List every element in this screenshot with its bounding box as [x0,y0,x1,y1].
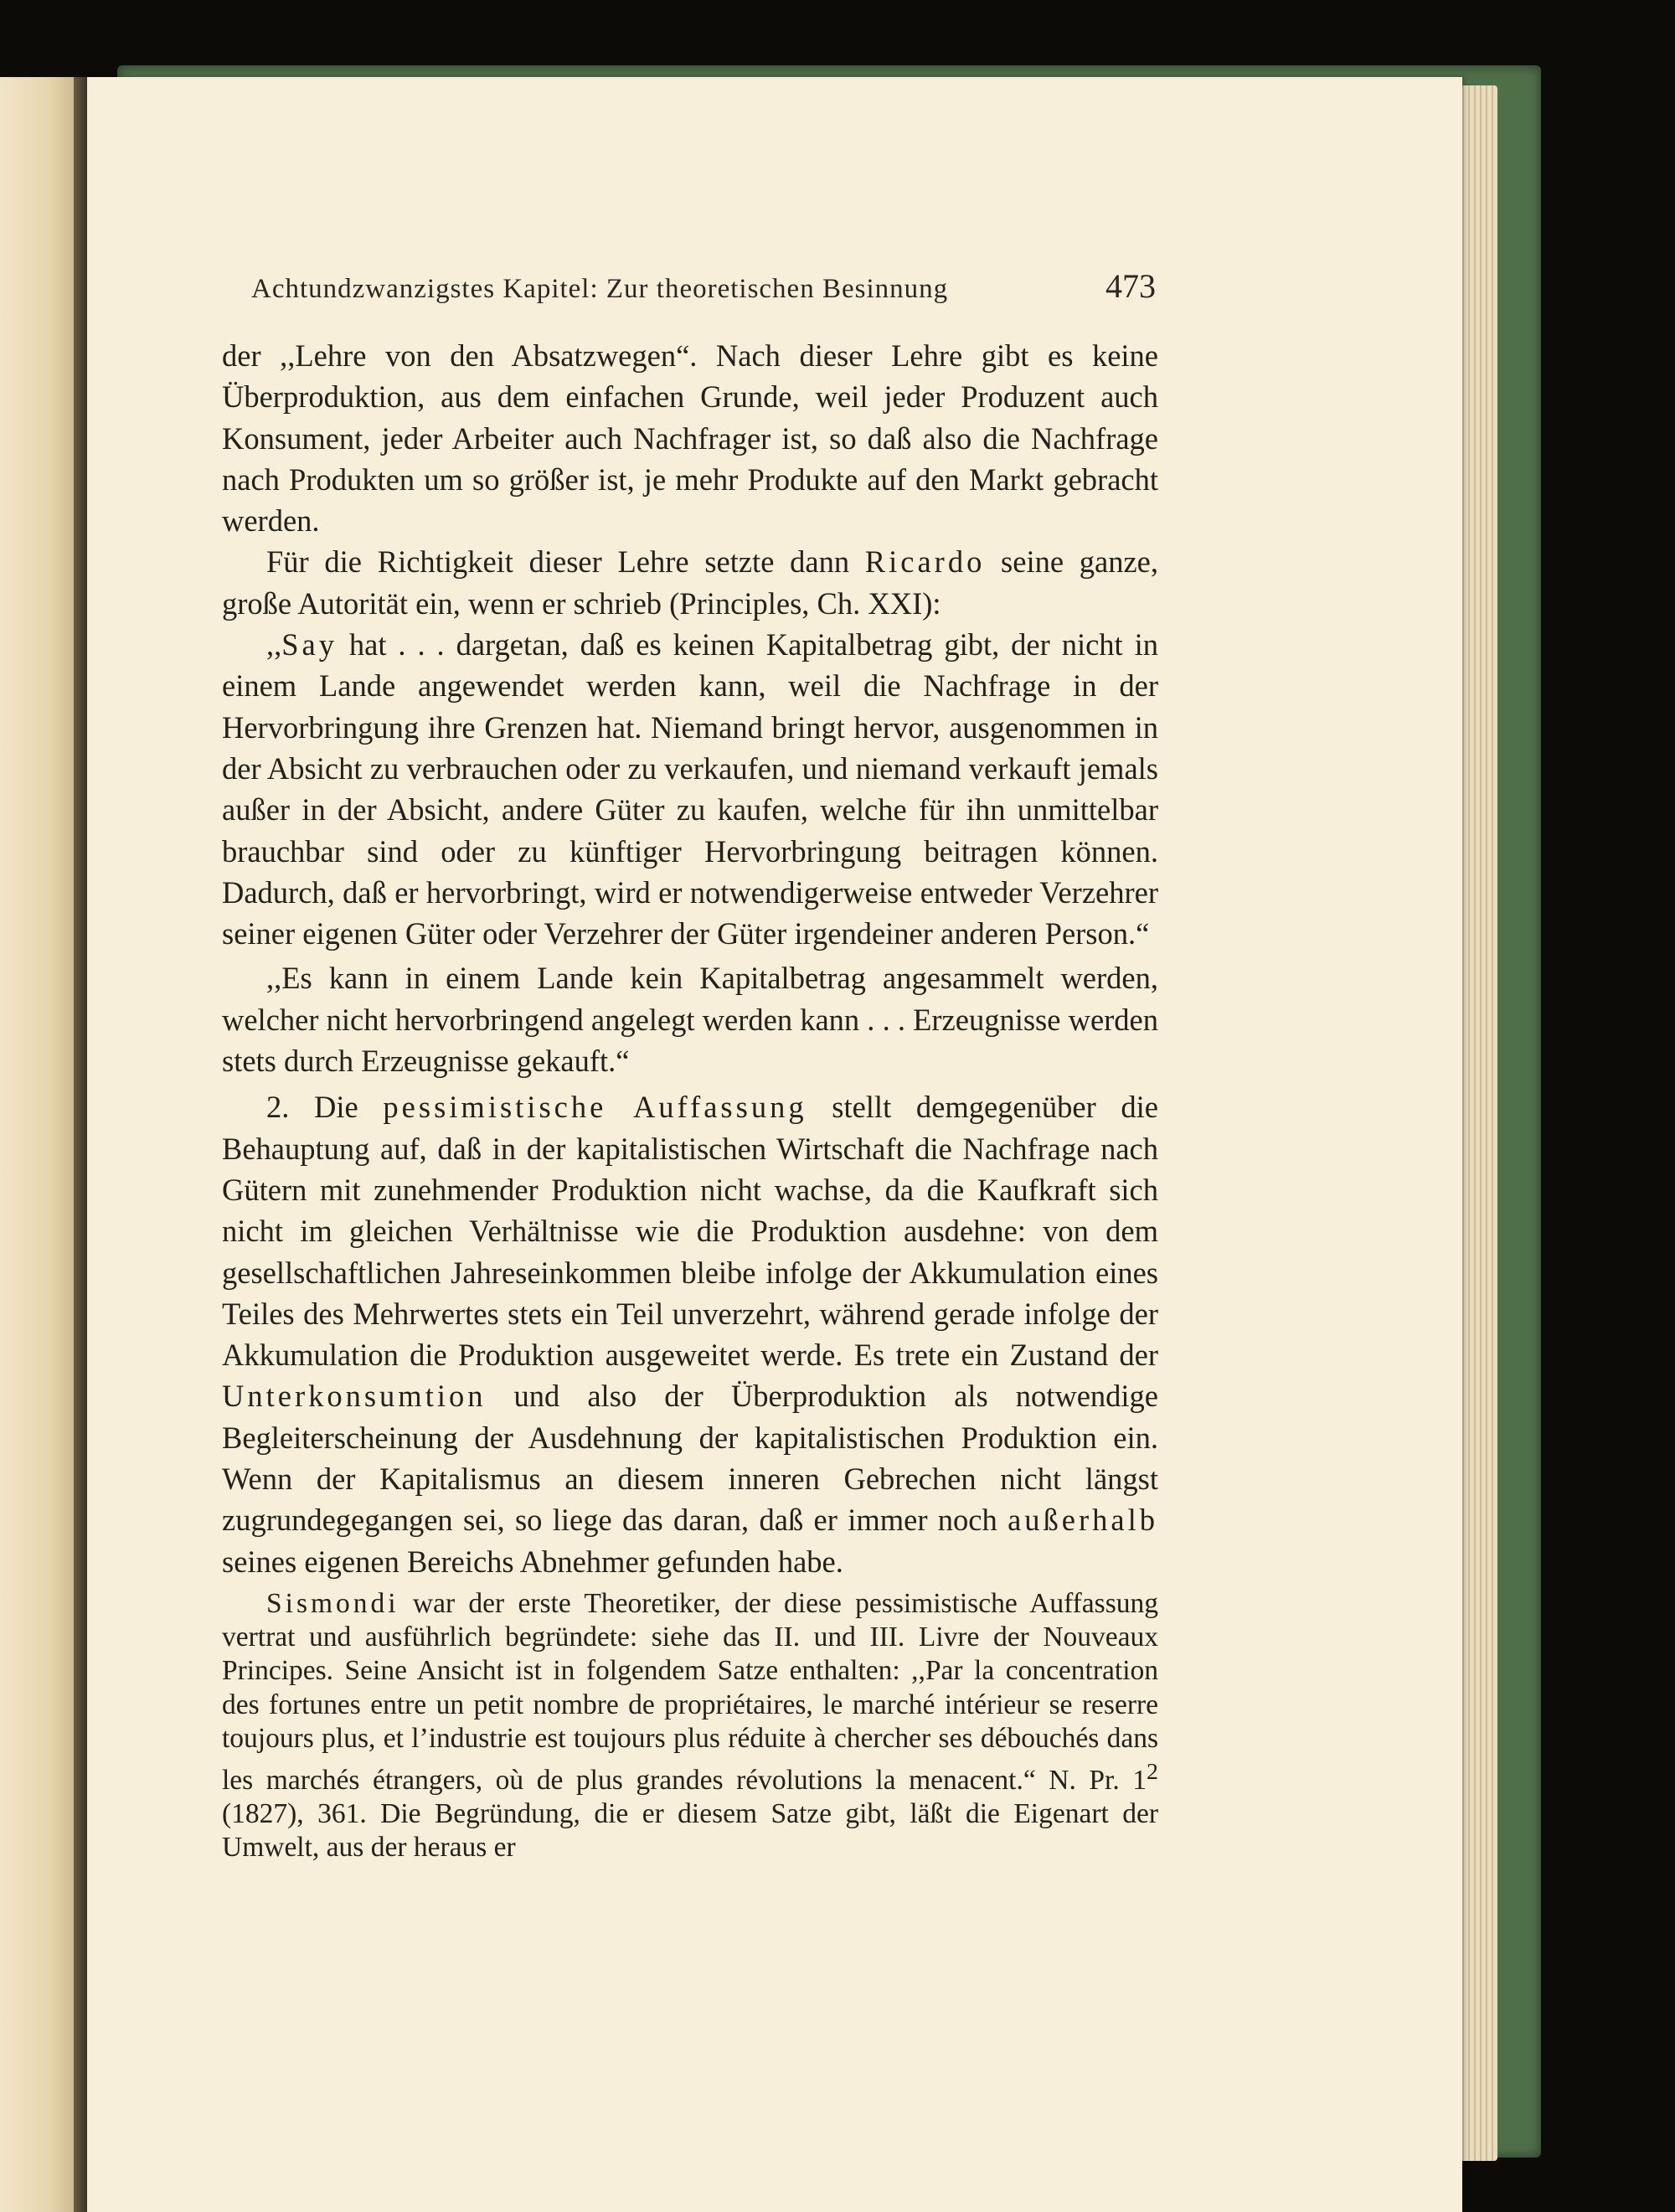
paragraph-3-text: hat . . . dargetan, daß es keinen Kapitalbetrag gibt, der nicht in einem Lande angewendet werden kann, weil die Nachfrage in der Hervorbringung ihre Grenzen hat. Niemand bringt hervor, ausgenommen in der Absicht zu verbrauchen oder zu verkaufen, und niemand verkauft jemals außer in der Absicht, andere Güter zu kaufen, welche für ihn unmittelbar brauchbar sind oder zu künftiger Hervorbringung beitragen können. Dadurch, daß er hervorbringt, wird er notwendigerweise entweder Verzehrer seiner eigenen Güter oder Verzehrer der Güter irgendeiner anderen Person.“ [222,627,1158,951]
chapter-title: Achtundzwanzigstes Kapitel: Zur theoretischen Besinnung [251,274,949,304]
left-facing-page-edge [0,77,80,2212]
name-sismondi: Sismondi [266,1587,399,1619]
term-pessimistische-auffassung: pessimistische Auffassung [383,1090,807,1125]
paragraph-5 [222,1086,1158,1582]
name-say: Say [281,627,338,663]
paragraph-5-text-b: und also der Überproduktion als notwendige Begleiterscheinung der Ausdehnung der kapitalistischen Produktion ein. Wenn der Kapitalismus an diesem inneren Gebrechen nicht längst zugrundegegangen sei, so liege das daran, daß er immer noch [222,1379,1158,1538]
paragraph-1-text: der ,,Lehre von den Absatzwegen“. Nach dieser Lehre gibt es keine Überproduktion, aus dem einfachen Grunde, weil jeder Produzent auch Konsument, jeder Arbeiter auch Nachfrager ist, so daß also die Nachfrage nach Produkten um so größer ist, je mehr Produkte auf den Markt gebracht werden. [222,338,1158,539]
paragraph-6-text-b: (1827), 361. Die Begründung, die er diesem Satze gibt, läßt die Eigenart der Umwelt, aus der heraus er [222,1798,1158,1864]
paragraph-5-text-a: stellt demgegenüber die Behauptung auf, daß in der kapitalistischen Wirtschaft die Nachfrage nach Gütern mit zunehmender Produktion nicht wachse, da die Kaufkraft sich nicht im gleichen Verhältnisse wie die Produktion ausdehne: von dem gesellschaftlichen Jahreseinkommen bleibe infolge der Akkumulation eines Teiles des Mehrwertes stets ein Teil unverzehrt, während gerade infolge der Akkumulation die Produktion ausgeweitet werde. Es trete ein Zustand der [222,1090,1158,1373]
name-ricardo: Ricardo [864,544,986,580]
paragraph-5-text-c: seines eigenen Bereichs Abnehmer gefunden habe. [222,1544,843,1579]
quote-open: ,, [266,627,282,663]
paragraph-2 [222,541,1158,624]
paragraph-3-quote [222,624,1158,954]
paragraph-2-text: Für die Richtigkeit dieser Lehre setzte dann [266,544,865,580]
paragraph-2-text-end: seine ganze, große Autorität ein, wenn er schrieb (Principles, Ch. XXI): [222,544,1158,621]
page-number: 473 [1106,267,1156,305]
paragraph-6-small [222,1587,1158,1865]
paragraph-4-quote [222,957,1158,1081]
paragraph-6-text-a: war der erste Theoretiker, der diese pessimistische Auffassung vertrat und ausführlich begründete: siehe das II. und III. Livre der Nouveaux Principes. Seine Ansicht ist in folgendem Satze enthalten: ,,Par la concentration des fortunes entre un petit nombre de propriétaires, le marché intérieur se reserre toujours plus, et l’industrie est toujours plus réduite à chercher ses débouchés dans les marchés étrangers, où de plus grandes révolutions la menacent.“ N. Pr. 1 [222,1587,1158,1797]
paragraph-1 [222,335,1158,541]
superscript-edition: 2 [1147,1758,1158,1785]
paragraph-4-text: ,,Es kann in einem Lande kein Kapitalbetrag angesammelt werden, welcher nicht hervorbringend angelegt werden kann . . . Erzeugnisse werden stets durch Erzeugnisse gekauft.“ [222,961,1158,1079]
term-unterkonsumtion: Unterkonsumtion [222,1379,487,1414]
running-head [251,266,1156,306]
body-text [222,335,1158,1865]
term-ausserhalb: außerhalb [1008,1503,1158,1538]
section-number: 2. Die [266,1090,384,1125]
